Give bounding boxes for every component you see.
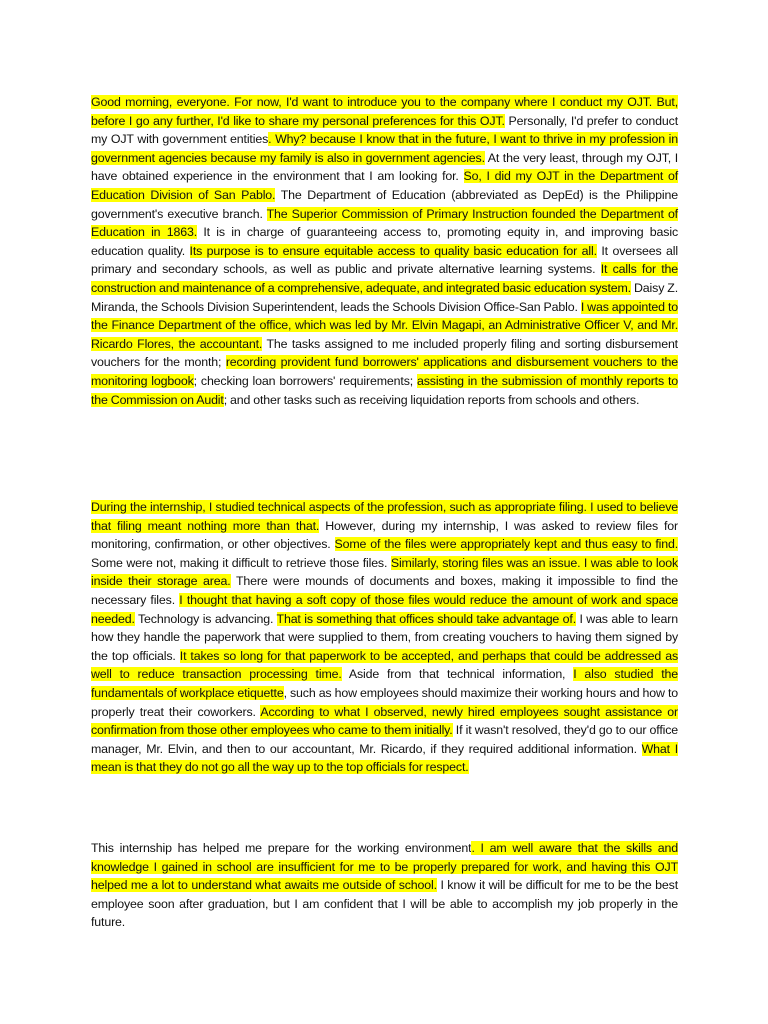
highlighted-text: Good morning, everyone. For now, I'd want to introduce you to the company where I conduct my OJT. But, before I go any further, I'd like to share my personal preferences for this OJT.	[91, 95, 678, 128]
highlighted-text: That is something that offices should take advantage of.	[276, 611, 576, 626]
text-segment: Daisy Z. Miranda, the Schools Division Superintendent, leads the Schools Division Office-San Pablo.	[91, 280, 679, 314]
highlighted-text: . Why? because I know that in the future, I want to thrive in my profession in government agencies because my family is also in government agencies.	[91, 132, 679, 165]
text-segment: Aside from that technical information,	[341, 667, 574, 682]
highlighted-text: Some of the files were appropriately kept and thus easy to find.	[334, 537, 678, 552]
highlighted-text: So, I did my OJT in the Department of Education Division of San Pablo.	[91, 169, 678, 202]
highlighted-text: The Superior Commission of Primary Instruction founded the Department of Education in 1863.	[91, 206, 678, 240]
paragraph-conclusion	[91, 839, 678, 932]
highlighted-text: . I am well aware that the skills and knowledge I gained in school are insufficient for me to be properly prepared for work, and having this OJT helped me a lot to understand what awaits me outside of school.	[91, 841, 678, 893]
text-segment: It oversees all primary and secondary schools, as well as public and private alternative learning systems.	[91, 243, 679, 277]
paragraph-introduction	[91, 93, 678, 409]
highlighted-text: What I mean is that they do not go all the way up to the top officials for respect.	[91, 741, 679, 775]
text-segment: At the very least, through my OJT, I have obtained experience in the environment that I am looking for.	[91, 150, 678, 184]
highlighted-text: During the internship, I studied technical aspects of the profession, such as appropriate filing. I used to believe that filing meant nothing more than that.	[91, 500, 678, 533]
highlighted-text: assisting in the submission of monthly reports to the Commission on Audit	[91, 373, 678, 407]
highlighted-text: recording provident fund borrowers' applications and disbursement vouchers to the monitoring logbook	[91, 355, 679, 388]
text-segment: I know it will be difficult for me to be the best employee soon after graduation, but I am confident that I will be able to accomplish my job properly in the future.	[91, 878, 679, 930]
text-segment: Personally, I'd prefer to conduct my OJT with government entities	[91, 113, 678, 147]
highlighted-text: Its purpose is to ensure equitable access to quality basic education for all.	[189, 243, 597, 258]
highlighted-text: According to what I observed, newly hired employees sought assistance or confirmation from those other employees who came to them initially.	[91, 704, 679, 738]
paragraph-internship-learnings	[91, 498, 678, 777]
text-segment: However, during my internship, I was asked to review files for monitoring, confirmation, or other objectives.	[91, 518, 678, 552]
text-segment: There were mounds of documents and boxes, making it impossible to find the necessary files.	[91, 574, 678, 607]
text-segment: Some were not, making it difficult to retrieve those files.	[91, 555, 391, 570]
text-segment: ; checking loan borrowers' requirements;	[193, 373, 417, 388]
text-segment: This internship has helped me prepare for the working environment	[91, 841, 472, 855]
highlighted-text: It calls for the construction and maintenance of a comprehensive, adequate, and integrated basic education system.	[91, 262, 678, 295]
highlighted-text: I also studied the fundamentals of workplace etiquette	[91, 667, 678, 700]
text-segment: Technology is advancing.	[134, 611, 277, 626]
text-segment: The tasks assigned to me included properly filing and sorting disbursement vouchers for the month;	[91, 336, 678, 370]
text-segment: I was able to learn how they handle the paperwork that were supplied to them, from creating vouchers to having them signed by the top officials.	[91, 611, 678, 663]
text-segment: The Department of Education (abbreviated as DepEd) is the Philippine government's executive branch.	[91, 187, 678, 221]
text-segment: , such as how employees should maximize their working hours and how to properly treat their coworkers.	[91, 685, 678, 719]
text-segment: ; and other tasks such as receiving liquidation reports from schools and others.	[223, 392, 640, 407]
text-segment: It is in charge of guaranteeing access to, promoting equity in, and improving basic education quality.	[91, 225, 678, 258]
highlighted-text: I was appointed to the Finance Department of the office, which was led by Mr. Elvin Magapi, an Administrative Officer V, and Mr. Ricardo Flores, the accountant.	[91, 299, 678, 351]
highlighted-text: I thought that having a soft copy of those files would reduce the amount of work and space needed.	[91, 592, 678, 626]
highlighted-text: It takes so long for that paperwork to be accepted, and perhaps that could be addressed as well to reduce transaction processing time.	[91, 648, 679, 682]
text-segment: If it wasn't resolved, they'd go to our office manager, Mr. Elvin, and then to our accountant, Mr. Ricardo, if they required additional information.	[91, 723, 679, 756]
highlighted-text: Similarly, storing files was an issue. I was able to look inside their storage area.	[91, 555, 678, 589]
